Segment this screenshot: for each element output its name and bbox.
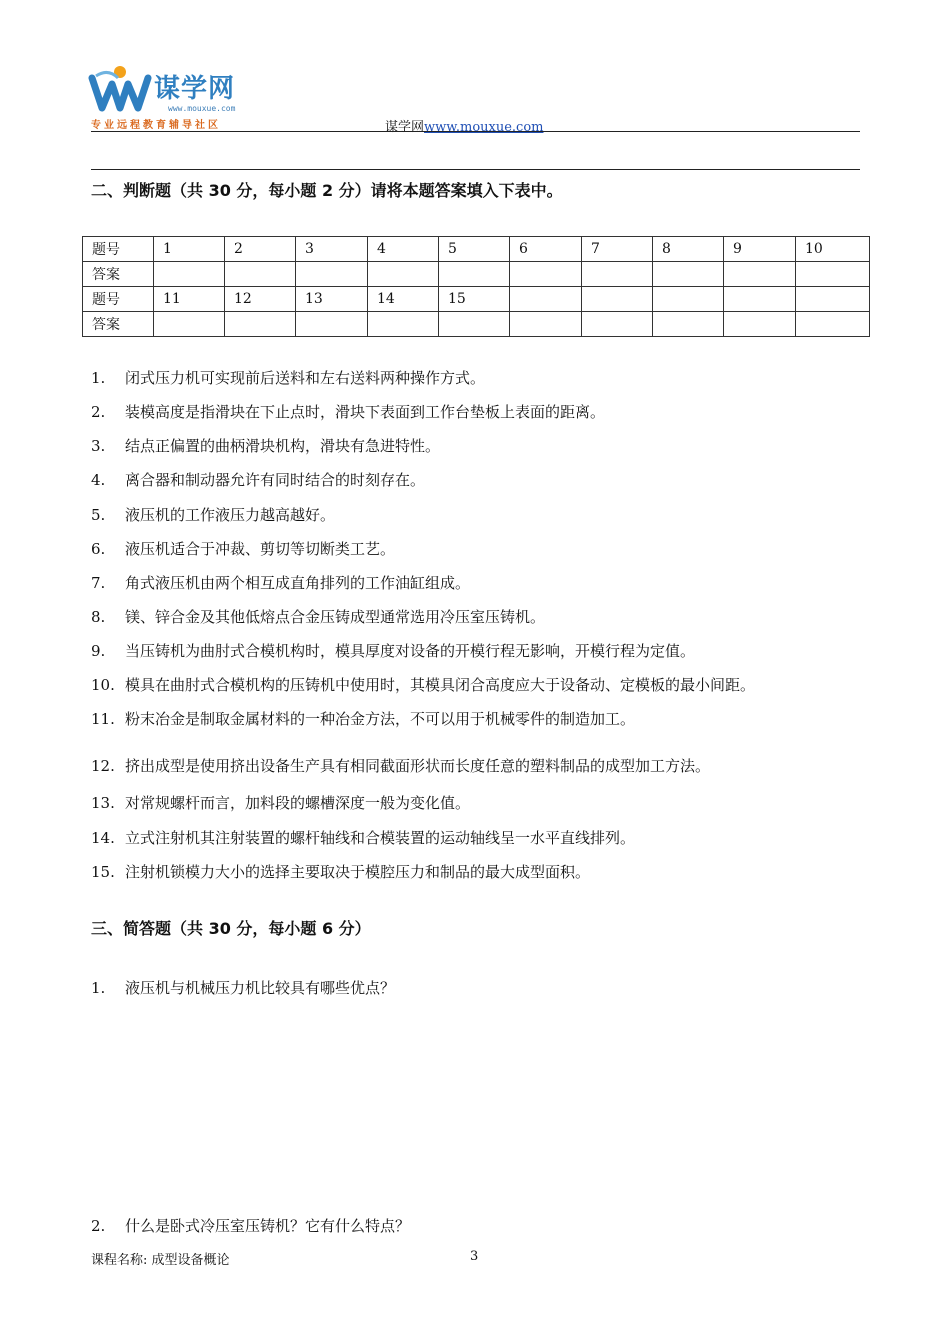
- question-number-cell: 6: [510, 237, 582, 262]
- section3-title: 三、简答题（共 30 分，每小题 6 分）: [91, 919, 371, 938]
- answer-cell[interactable]: [653, 312, 724, 337]
- true-false-question: [91, 435, 440, 456]
- question-number-cell: 13: [296, 287, 368, 312]
- question-number: 10.: [91, 676, 115, 694]
- table-row-header: 答案: [83, 262, 154, 287]
- answer-cell[interactable]: [296, 262, 368, 287]
- table-row-header: 题号: [83, 287, 154, 312]
- table-row: [83, 237, 870, 262]
- question-text: 模具在曲肘式合模机构的压铸机中使用时，其模具闭合高度应大于设备动、定模板的最小间距。: [125, 676, 756, 694]
- question-number-cell: 10: [796, 237, 870, 262]
- question-text: 角式液压机由两个相互成直角排列的工作油缸组成。: [125, 574, 471, 592]
- question-number-cell: 5: [439, 237, 510, 262]
- question-text: 镁、锌合金及其他低熔点合金压铸成型通常选用冷压室压铸机。: [125, 608, 546, 626]
- true-false-question: [91, 606, 545, 627]
- question-number-cell: 14: [368, 287, 439, 312]
- header-site-name: 谋学网: [385, 120, 425, 135]
- question-number-cell: [582, 287, 653, 312]
- question-number: 12.: [91, 757, 115, 775]
- answer-cell[interactable]: [225, 312, 296, 337]
- question-number-cell: [653, 287, 724, 312]
- question-number: 6.: [91, 540, 106, 558]
- question-text: 当压铸机为曲肘式合模机构时，模具厚度对设备的开模行程无影响，开模行程为定值。: [125, 642, 696, 660]
- true-false-question: [91, 504, 335, 525]
- section2-title: 二、判断题（共 30 分，每小题 2 分）请将本题答案填入下表中。: [91, 181, 563, 200]
- question-text: 结点正偏置的曲柄滑块机构，滑块有急进特性。: [125, 437, 441, 455]
- question-text: 粉末冶金是制取金属材料的一种冶金方法，不可以用于机械零件的制造加工。: [125, 710, 636, 728]
- section-divider: [91, 169, 860, 170]
- question-number: 1.: [91, 369, 106, 387]
- true-false-question: [91, 469, 425, 490]
- question-number: 8.: [91, 608, 106, 626]
- question-number-cell: 1: [154, 237, 225, 262]
- true-false-question: [91, 674, 755, 695]
- question-text: 液压机的工作液压力越高越好。: [125, 506, 336, 524]
- question-number-cell: 3: [296, 237, 368, 262]
- question-number: 14.: [91, 829, 115, 847]
- footer-page-number: 3: [470, 1249, 479, 1264]
- question-text: 液压机适合于冲裁、剪切等切断类工艺。: [125, 540, 396, 558]
- question-text: 什么是卧式冷压室压铸机？它有什么特点？: [125, 1217, 411, 1235]
- question-text: 闭式压力机可实现前后送料和左右送料两种操作方式。: [125, 369, 486, 387]
- table-row-header: 题号: [83, 237, 154, 262]
- logo-tagline: 专业远程教育辅导社区: [91, 120, 221, 131]
- table-row: [83, 262, 870, 287]
- true-false-question: [91, 538, 395, 559]
- true-false-question: [91, 401, 605, 422]
- answer-cell[interactable]: [724, 312, 796, 337]
- short-answer-question: [91, 977, 395, 998]
- question-number: 2.: [91, 403, 106, 421]
- true-false-question: [91, 792, 470, 813]
- question-text: 离合器和制动器允许有同时结合的时刻存在。: [125, 471, 426, 489]
- table-row: [83, 287, 870, 312]
- answer-cell[interactable]: [368, 312, 439, 337]
- question-number-cell: 9: [724, 237, 796, 262]
- answer-cell[interactable]: [724, 262, 796, 287]
- logo-url: www.mouxue.com: [168, 104, 236, 113]
- true-false-question: [91, 861, 590, 882]
- answer-cell[interactable]: [582, 262, 653, 287]
- site-logo: [88, 64, 288, 134]
- true-false-question: [91, 640, 695, 661]
- answer-cell[interactable]: [154, 262, 225, 287]
- true-false-question: [91, 827, 635, 848]
- question-number-cell: 7: [582, 237, 653, 262]
- logo-emblem-icon: [88, 64, 152, 114]
- short-answer-question: [91, 1215, 410, 1236]
- answer-cell[interactable]: [510, 262, 582, 287]
- answer-cell[interactable]: [439, 312, 510, 337]
- true-false-question: [91, 755, 710, 776]
- answer-cell[interactable]: [796, 262, 870, 287]
- header-divider: [91, 131, 860, 132]
- question-number: 13.: [91, 794, 115, 812]
- logo-title: 谋学网: [154, 74, 236, 104]
- answer-cell[interactable]: [653, 262, 724, 287]
- answer-cell[interactable]: [296, 312, 368, 337]
- header-site: [385, 116, 543, 135]
- question-number: 11.: [91, 710, 115, 728]
- answer-table-body: [83, 237, 870, 337]
- answer-cell[interactable]: [368, 262, 439, 287]
- question-text: 对常规螺杆而言，加料段的螺槽深度一般为变化值。: [125, 794, 471, 812]
- question-text: 注射机锁模力大小的选择主要取决于模腔压力和制品的最大成型面积。: [125, 863, 591, 881]
- question-number: 1.: [91, 979, 106, 997]
- true-false-question: [91, 367, 485, 388]
- question-text: 装模高度是指滑块在下止点时，滑块下表面到工作台垫板上表面的距离。: [125, 403, 606, 421]
- question-number: 7.: [91, 574, 106, 592]
- answer-cell[interactable]: [225, 262, 296, 287]
- question-number: 9.: [91, 642, 106, 660]
- true-false-question: [91, 572, 470, 593]
- question-number: 5.: [91, 506, 106, 524]
- answer-cell[interactable]: [510, 312, 582, 337]
- answer-cell[interactable]: [582, 312, 653, 337]
- footer-course-name: 课程名称: 成型设备概论: [91, 1253, 230, 1268]
- table-row-header: 答案: [83, 312, 154, 337]
- question-number-cell: 8: [653, 237, 724, 262]
- question-number-cell: 12: [225, 287, 296, 312]
- question-number-cell: [510, 287, 582, 312]
- question-text: 挤出成型是使用挤出设备生产具有相同截面形状而长度任意的塑料制品的成型加工方法。: [125, 757, 711, 775]
- header-site-link[interactable]: www.mouxue.com: [424, 120, 544, 135]
- question-number-cell: 4: [368, 237, 439, 262]
- question-number-cell: [796, 287, 870, 312]
- question-number-cell: 2: [225, 237, 296, 262]
- true-false-question: [91, 708, 635, 729]
- table-row: [83, 312, 870, 337]
- answer-cell[interactable]: [154, 312, 225, 337]
- answer-cell[interactable]: [439, 262, 510, 287]
- question-text: 液压机与机械压力机比较具有哪些优点？: [125, 979, 396, 997]
- answer-cell[interactable]: [796, 312, 870, 337]
- question-text: 立式注射机其注射装置的螺杆轴线和合模装置的运动轴线呈一水平直线排列。: [125, 829, 636, 847]
- question-number: 2.: [91, 1217, 106, 1235]
- answer-table: [82, 236, 870, 337]
- question-number: 15.: [91, 863, 115, 881]
- question-number-cell: 11: [154, 287, 225, 312]
- question-number: 3.: [91, 437, 106, 455]
- question-number: 4.: [91, 471, 106, 489]
- question-number-cell: [724, 287, 796, 312]
- question-number-cell: 15: [439, 287, 510, 312]
